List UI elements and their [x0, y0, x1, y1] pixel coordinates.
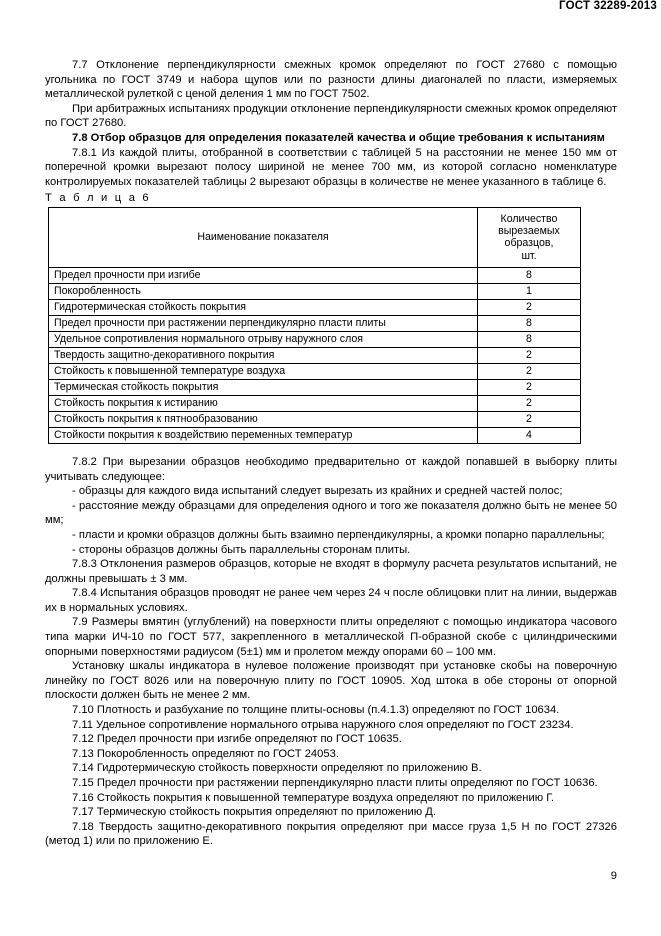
- post-table-text-block: [45, 455, 617, 849]
- count-header-line-1: Количество: [500, 212, 558, 225]
- table-cell-sample-count: 2: [478, 379, 581, 395]
- table-row: [49, 315, 581, 331]
- count-header-line-3: образцов,: [504, 237, 554, 250]
- table-row: [49, 299, 581, 315]
- paragraph-7-13: 7.13 Покоробленность определяют по ГОСТ 24053.: [72, 747, 339, 760]
- table-6-caption: [45, 191, 617, 206]
- count-header-line-2: вырезаемых: [498, 225, 560, 238]
- paragraph-7-17: 7.17 Термическую стойкость покрытия определяют по приложению Д.: [72, 806, 436, 819]
- table-row: [49, 283, 581, 299]
- paragraph-7-11: 7.11 Удельное сопротивление нормального отрыва наружного слоя определяют по ГОСТ 23234.: [72, 718, 574, 731]
- count-header-line-4: шт.: [521, 249, 537, 262]
- table-row: [49, 267, 581, 283]
- table-header-row: [49, 207, 581, 267]
- document-standard-header: ГОСТ 32289-2013: [559, 0, 657, 12]
- table-row: [49, 363, 581, 379]
- paragraph-7-9-b: Установку шкалы индикатора в нулевое положение производят при установке скобы на поверочную линейку по ГОСТ 8026 или на поверочную плиту по ГОСТ 10905. Ход штока в обе стороны от опорной плоскости должен быть не менее 2 мм.: [45, 660, 617, 702]
- table-row: [49, 395, 581, 411]
- column-header-indicator-name: Наименование показателя: [49, 207, 478, 267]
- paragraph-7-15: 7.15 Предел прочности при растяжении перпендикулярно пласти плиты определяют по ГОСТ 10636.: [72, 777, 598, 789]
- table-cell-indicator-name: Стойкость покрытия к истиранию: [49, 395, 478, 411]
- paragraph-7-10: 7.10 Плотность и разбухание по толщине плиты-основы (п.4.1.3) определяют по ГОСТ 10634.: [72, 704, 560, 717]
- paragraph-7-16: 7.16 Стойкость покрытия к повышенной температуре воздуха определяют по приложению Г.: [72, 791, 554, 804]
- table-cell-sample-count: 4: [478, 427, 581, 443]
- heading-7-8: 7.8 Отбор образцов для определения показателей качества и общие требования к испытаниям: [72, 131, 605, 144]
- table-row: [49, 331, 581, 347]
- table-cell-sample-count: 2: [478, 347, 581, 363]
- page-number: 9: [610, 870, 617, 882]
- paragraph-7-8-2-item-2: - расстояние между образцами для определения одного и того же показателя должно быть не менее 50 мм;: [45, 499, 617, 527]
- paragraph-7-9: 7.9 Размеры вмятин (углублений) на поверхности плиты определяют с помощью индикатора часового типа марки ИЧ-10 по ГОСТ 577, закрепленного в металлической П-образной скобе с цилиндрическими опорными поверхностями радиусом (5±1) мм и пролетом между опорами 60 – 100 мм.: [45, 616, 617, 658]
- table-row: [49, 379, 581, 395]
- paragraph-7-8-2-item-4: - стороны образцов должны быть параллельны сторонам плиты.: [72, 543, 411, 556]
- table-cell-indicator-name: Стойкость к повышенной температуре воздуха: [49, 363, 478, 379]
- paragraph-7-8-4: 7.8.4 Испытания образцов проводят не ранее чем через 24 ч после облицовки плит на линии, выдержав их в нормальных условиях.: [45, 587, 617, 614]
- paragraph-7-7-a: 7.7 Отклонение перпендикулярности смежных кромок определяют по ГОСТ 27680 с помощью угольника по ГОСТ 3749 и набора щупов или по разности длины диагоналей по пласти, измеряемых металлической рулеткой с ценой деления 1 мм по ГОСТ 7502.: [45, 59, 617, 101]
- table-6-head: [49, 207, 581, 267]
- table-6-body: [49, 267, 581, 443]
- table-cell-indicator-name: Предел прочности при растяжении перпендикулярно пласти плиты: [49, 315, 478, 331]
- column-header-sample-count: [478, 207, 581, 267]
- table-cell-indicator-name: Стойкость покрытия к пятнообразованию: [49, 411, 478, 427]
- table-cell-sample-count: 2: [478, 411, 581, 427]
- table-cell-indicator-name: Стойкости покрытия к воздействию переменных температур: [49, 427, 478, 443]
- paragraph-7-12: 7.12 Предел прочности при изгибе определяют по ГОСТ 10635.: [72, 733, 402, 746]
- table-cell-indicator-name: Гидротермическая стойкость покрытия: [49, 299, 478, 315]
- table-6: [48, 207, 581, 444]
- paragraph-7-8-2-item-1: - образцы для каждого вида испытаний следует вырезать из крайних и средней частей полос;: [72, 485, 563, 498]
- table-cell-sample-count: 2: [478, 363, 581, 379]
- paragraph-7-8-3: 7.8.3 Отклонения размеров образцов, которые не входят в формулу расчета результатов испытаний, не должны превышать ± 3 мм.: [45, 558, 617, 585]
- table-cell-sample-count: 8: [478, 267, 581, 283]
- table-caption-text: Т а б л и ц а 6: [45, 192, 151, 205]
- paragraph-7-8-2: 7.8.2 При вырезании образцов необходимо предварительно от каждой попавшей в выборку плиты учитывать следующее:: [45, 455, 617, 483]
- table-row: [49, 411, 581, 427]
- table-cell-sample-count: 2: [478, 395, 581, 411]
- table-row: [49, 427, 581, 443]
- table-row: [49, 347, 581, 363]
- table-cell-sample-count: 1: [478, 283, 581, 299]
- table-cell-indicator-name: Удельное сопротивления нормального отрыву наружного слоя: [49, 331, 478, 347]
- paragraph-7-7-b: При арбитражных испытаниях продукции отклонение перпендикулярности смежных кромок определяют по ГОСТ 27680.: [45, 102, 617, 130]
- table-cell-indicator-name: Предел прочности при изгибе: [49, 267, 478, 283]
- table-cell-sample-count: 8: [478, 315, 581, 331]
- paragraph-7-8-2-item-3: - пласти и кромки образцов должны быть взаимно перпендикулярны, а кромки попарно параллельны;: [72, 528, 605, 541]
- table-cell-sample-count: 2: [478, 299, 581, 315]
- table-cell-sample-count: 8: [478, 331, 581, 347]
- page-content: [45, 58, 617, 849]
- paragraph-7-14: 7.14 Гидротермическую стойкость поверхности определяют по приложению В.: [72, 762, 482, 775]
- table-cell-indicator-name: Твердость защитно-декоративного покрытия: [49, 347, 478, 363]
- paragraph-7-18: 7.18 Твердость защитно-декоративного покрытия определяют при массе груза 1,5 Н по ГОСТ 27326 (метод 1) или по приложению Е.: [45, 820, 617, 848]
- table-cell-indicator-name: Покоробленность: [49, 283, 478, 299]
- paragraph-7-8-1: 7.8.1 Из каждой плиты, отобранной в соответствии с таблицей 5 на расстоянии не менее 150 мм от поперечной кромки вырезают полосу шириной не менее 700 мм, из которой согласно номенклатуре контролируемых показателей таблицы 2 вырезают образцы в количестве не менее указанного в таблице 6.: [45, 146, 617, 188]
- table-cell-indicator-name: Термическая стойкость покрытия: [49, 379, 478, 395]
